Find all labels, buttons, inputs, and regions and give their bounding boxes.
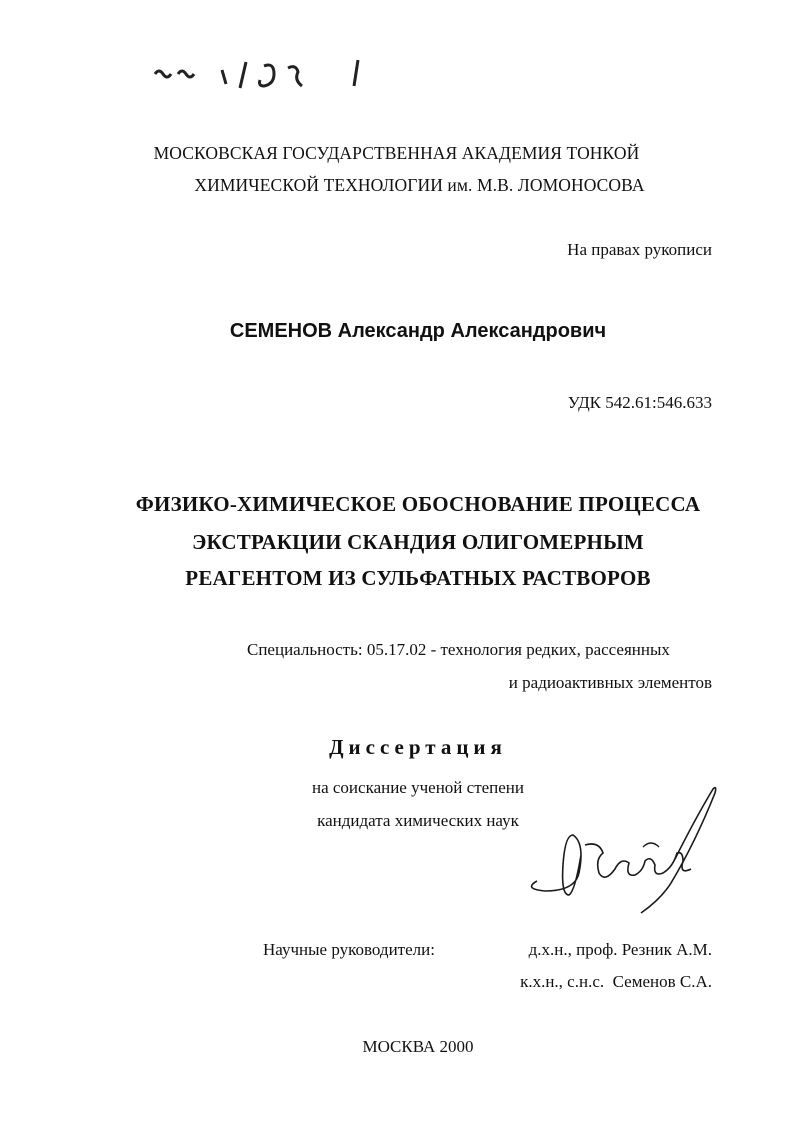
- institution-line-2: ХИМИЧЕСКОЙ ТЕХНОЛОГИИ им. М.В. ЛОМОНОСОВА: [194, 175, 645, 195]
- scan-artifact-handwritten-number: [150, 58, 370, 92]
- supervisors-label: Научные руководители:: [263, 940, 435, 959]
- thesis-title-line-2: ЭКСТРАКЦИИ СКАНДИЯ ОЛИГОМЕРНЫМ: [192, 530, 644, 554]
- thesis-title-line-3: РЕАГЕНТОМ ИЗ СУЛЬФАТНЫХ РАСТВОРОВ: [185, 566, 651, 590]
- supervisor-2: к.х.н., с.н.с. Семенов С.А.: [520, 972, 712, 991]
- thesis-title-line-1: ФИЗИКО-ХИМИЧЕСКОЕ ОБОСНОВАНИЕ ПРОЦЕССА: [135, 492, 701, 516]
- city-and-year: МОСКВА 2000: [362, 1037, 474, 1056]
- supervisor-1: д.х.н., проф. Резник А.М.: [528, 940, 712, 959]
- author-signature: [525, 785, 725, 925]
- author-name: СЕМЕНОВ Александр Александрович: [229, 320, 607, 342]
- dissertation-heading: Диссертация: [329, 735, 507, 759]
- udc-code: УДК 542.61:546.633: [567, 393, 712, 412]
- specialty-line-1: Специальность: 05.17.02 - технология редких, рассеянных: [247, 640, 670, 659]
- degree-line-1: на соискание ученой степени: [311, 778, 525, 797]
- manuscript-rights-note: На правах рукописи: [567, 240, 712, 259]
- degree-line-2: кандидата химических наук: [317, 811, 519, 830]
- specialty-line-2: и радиоактивных элементов: [508, 673, 712, 692]
- institution-line-1: МОСКОВСКАЯ ГОСУДАРСТВЕННАЯ АКАДЕМИЯ ТОНКОЙ: [153, 143, 640, 163]
